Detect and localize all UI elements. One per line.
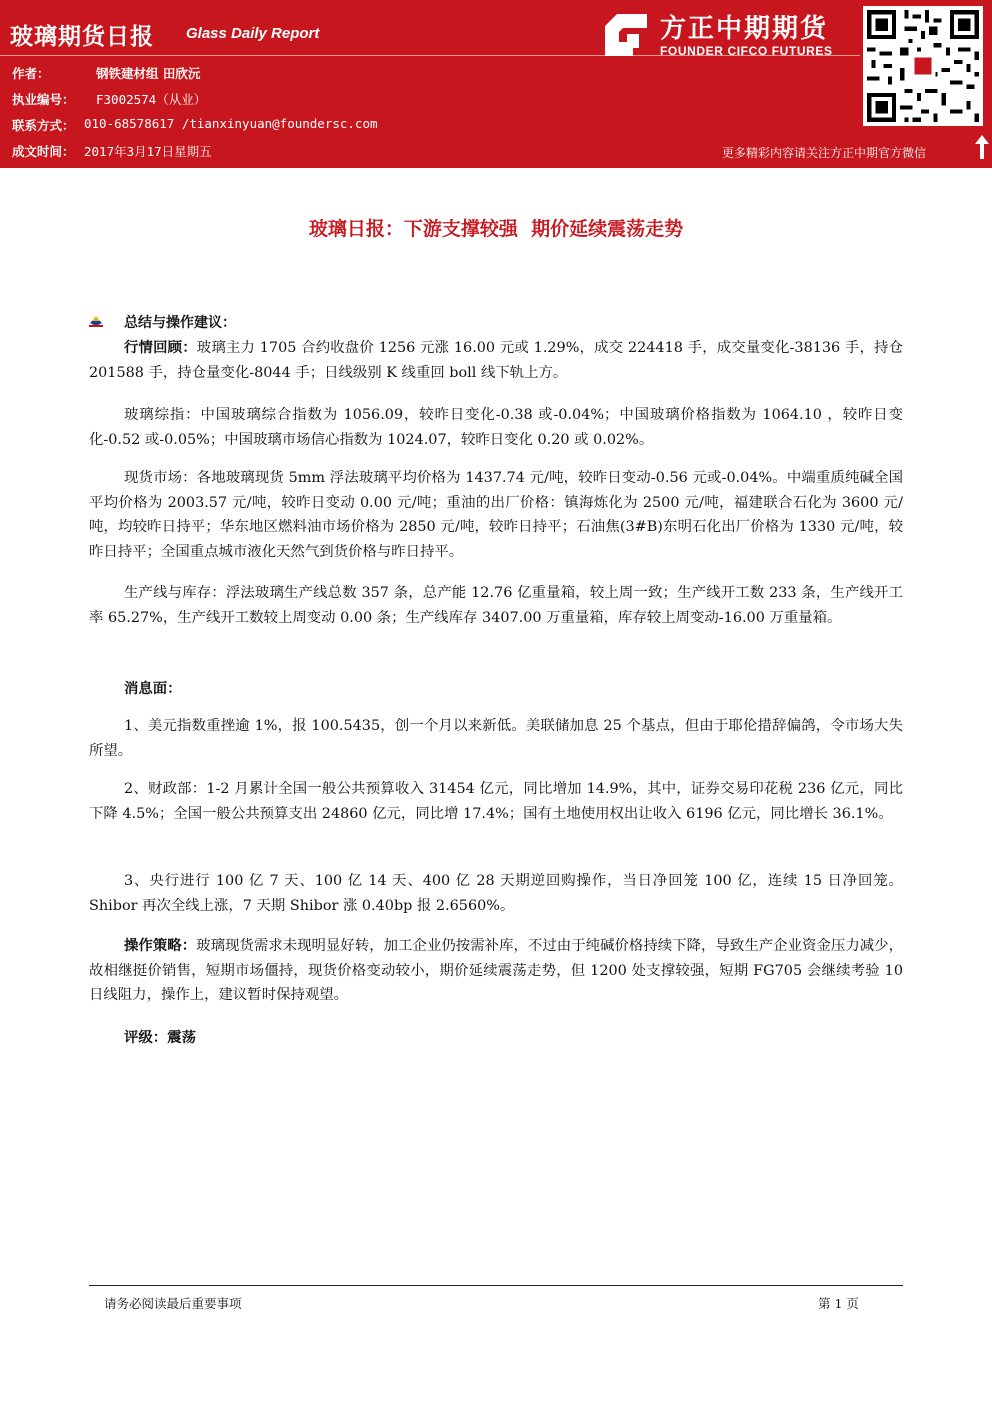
- license-row: [12, 90, 207, 108]
- wechat-qr-code-icon[interactable]: [863, 6, 983, 126]
- summary-heading: 总结与操作建议：: [124, 315, 236, 331]
- strategy-paragraph: [89, 934, 903, 1008]
- logo-english-name: FOUNDER CIFCO FUTURES: [660, 44, 833, 58]
- date-value: 2017年3月17日星期五: [84, 144, 212, 159]
- follow-wechat-text: 更多精彩内容请关注方正中期官方微信: [722, 146, 927, 160]
- contact-label: 联系方式：: [12, 118, 75, 133]
- news-heading: 消息面：: [124, 681, 182, 697]
- date-label: 成文时间：: [12, 144, 75, 159]
- strategy-text: 玻璃现货需求未现明显好转，加工企业仍按需补库，不过由于纯碱价格持续下降，导致生产企业资金压力减少，故相继挺价销售，短期市场僵持，现货价格变动较小，期价延续震荡走势，但 1200 处支撑较强，短期 FG705 会继续考验 10 日线阻力，操作上，建议暂时保持观望。: [89, 938, 903, 1003]
- strategy-label: 操作策略：: [124, 938, 197, 954]
- date-row: [12, 142, 212, 160]
- contact-value: 010-68578617 /tianxinyuan@foundersc.com: [84, 116, 378, 131]
- footer-divider: [89, 1285, 903, 1286]
- section-bullet-icon: [88, 314, 104, 328]
- spot-market-paragraph: 现货市场：各地玻璃现货 5mm 浮法玻璃平均价格为 1437.74 元/吨，较昨日变动-0.56 元或-0.04%。中端重质纯碱全国平均价格为 2003.57 元/吨，较昨日变动 0.00 元/吨；重油的出厂价格：镇海炼化为 2500 元/吨，福建联合石化为 3600 元/吨，均较昨日持平；华东地区燃料油市场价格为 2850 元/吨，较昨日持平；石油焦(3#B)东明石化出厂价格为 1330 元/吨，较昨日持平；全国重点城市液化天然气到货价格与昨日持平。: [89, 470, 903, 560]
- market-review-label: 行情回顾：: [124, 340, 197, 356]
- license-label: 执业编号：: [12, 92, 75, 107]
- report-header: [0, 0, 992, 168]
- report-series-subtitle: Glass Daily Report: [186, 25, 320, 42]
- market-review-text: 玻璃主力 1705 合约收盘价 1256 元涨 16.00 元或 1.29%，成交 224418 手，成交量变化-38136 手，持仓 201588 手，持仓量变化-8044 手；日线级别 K 线重回 boll 线下轨上方。: [89, 340, 903, 381]
- rating: 评级：震荡: [124, 1030, 196, 1046]
- glass-index-paragraph: 玻璃综指：中国玻璃综合指数为 1056.09，较昨日变化-0.38 或-0.04%；中国玻璃价格指数为 1064.10 ，较昨日变化-0.52 或-0.05%；中国玻璃市场信心指数为 1024.07，较昨日变化 0.20 或 0.02%。: [89, 407, 903, 448]
- report-title: 玻璃日报：下游支撑较强 期价延续震荡走势: [308, 218, 684, 240]
- founder-logo-icon: [603, 12, 649, 58]
- author-label: 作者：: [12, 66, 50, 81]
- page-number: 第 1 页: [818, 1296, 859, 1311]
- news-item-1: 1、美元指数重挫逾 1%，报 100.5435，创一个月以来新低。美联储加息 25 个基点，但由于耶伦措辞偏鸽，令市场大失所望。: [89, 718, 903, 759]
- contact-row: [12, 116, 378, 134]
- license-value: F3002574（从业）: [96, 92, 207, 107]
- news-item-2: 2、财政部：1-2 月累计全国一般公共预算收入 31454 亿元，同比增加 14.9%，其中，证券交易印花税 236 亿元，同比下降 4.5%；全国一般公共预算支出 24860 亿元，同比增 17.4%；国有土地使用权出让收入 6196 亿元，同比增长 36.1%。: [89, 781, 903, 822]
- up-arrow-icon: [974, 134, 990, 160]
- author-row: [12, 64, 201, 82]
- report-series-title: 玻璃期货日报: [10, 24, 154, 50]
- logo-chinese-name: 方正中期期货: [660, 14, 829, 44]
- market-review-paragraph: [89, 336, 903, 385]
- news-item-3: 3、央行进行 100 亿 7 天、100 亿 14 天、400 亿 28 天期逆回购操作，当日净回笼 100 亿，连续 15 日净回笼。Shibor 再次全线上涨，7 天期 Shibor 涨 0.40bp 报 2.6560%。: [89, 873, 903, 914]
- author-value: 钢铁建材组 田欣沅: [96, 66, 201, 81]
- footer-notice: 请务必阅读最后重要事项: [104, 1296, 242, 1311]
- production-inventory-paragraph: 生产线与库存：浮法玻璃生产线总数 357 条，总产能 12.76 亿重量箱，较上周一致；生产线开工数 233 条，生产线开工率 65.27%，生产线开工数较上周变动 0.00 条；生产线库存 3407.00 万重量箱，库存较上周变动-16.00 万重量箱。: [89, 585, 903, 626]
